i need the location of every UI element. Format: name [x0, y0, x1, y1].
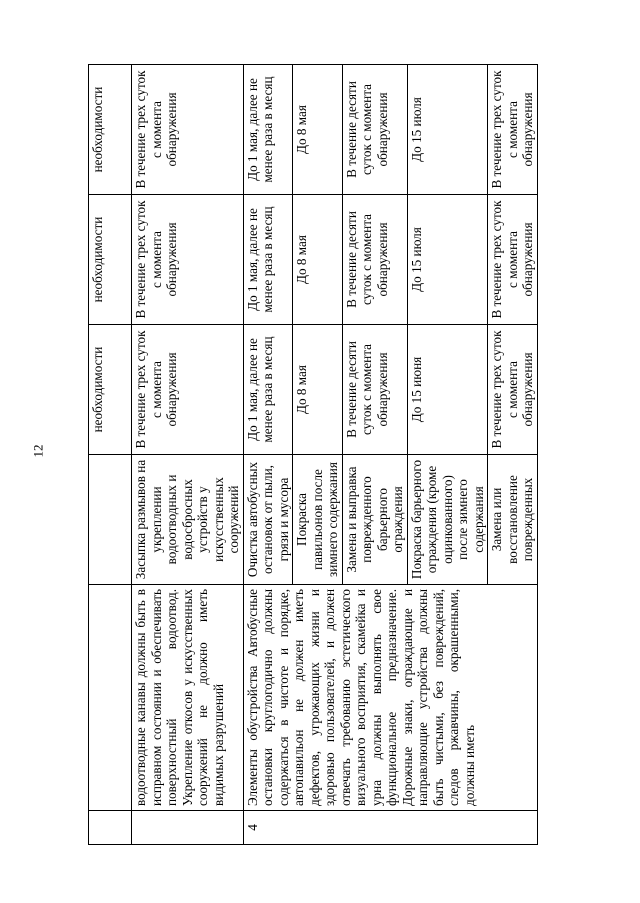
term-cell: В течение трех суток с момента обнаружения — [488, 65, 538, 195]
term-cell: До 8 мая — [293, 65, 343, 195]
term-cell: В течение десяти суток с момента обнаружения — [342, 65, 407, 195]
maintenance-table — [88, 64, 538, 845]
row-number — [132, 811, 244, 845]
term-cell: необходимости — [89, 65, 132, 195]
term-cell: В течение трех суток с момента обнаружения — [132, 325, 244, 455]
term-cell: необходимости — [89, 195, 132, 325]
requirement-cell — [89, 585, 132, 811]
term-cell: В течение трех суток с момента обнаружения — [132, 65, 244, 195]
work-cell: Замена и выправка поврежденного барьерного ограждения — [342, 455, 407, 585]
requirement-cell: Элементы обустройства Автобусные остановки круглогодично должны содержаться в чистоте и порядке, автопавильон не должен иметь дефектов, угрожающих жизни и здоровью пользователей, и должен отвечать требованию эстетического визуального восприятия, скамейка и урна должны выполнять свое функциональное предназначение. Дорожные знаки, ограждающие и направляющие устройства должны быть чистыми, без повреждений, следов ржавчины, окрашенными, должны иметь — [243, 585, 537, 811]
work-cell: Покраска барьерного ограждения (кроме оцинкованного) после зимнего содержания — [407, 455, 488, 585]
table-row — [89, 65, 132, 845]
term-cell: До 8 мая — [293, 325, 343, 455]
work-cell: Покраска павильонов после зимнего содержания — [293, 455, 343, 585]
term-cell: До 15 июля — [407, 195, 488, 325]
work-cell — [89, 455, 132, 585]
work-cell: Очистка автобусных остановок от пыли, грязи и мусора — [243, 455, 293, 585]
term-cell: До 15 июня — [407, 325, 488, 455]
requirement-cell: водоотводные канавы должны быть в исправном состоянии и обеспечивать поверхностный водоотвод. Укрепление откосов у искусственных сооружений не должно иметь видимых разрушений — [132, 585, 244, 811]
term-cell: До 1 мая, далее не менее раза в месяц — [243, 195, 293, 325]
work-cell: Засыпка размывов на укреплении водоотводных и водосбросных устройств у искусственных сооружений — [132, 455, 244, 585]
term-cell: В течение трех суток с момента обнаружения — [132, 195, 244, 325]
work-cell: Замена или восстановление поврежденных — [488, 455, 538, 585]
page-number: 12 — [30, 444, 46, 458]
term-cell: В течение трех суток с момента обнаружения — [488, 195, 538, 325]
rotated-table-area — [88, 65, 588, 845]
table-row — [243, 65, 293, 845]
term-cell: В течение десяти суток с момента обнаружения — [342, 325, 407, 455]
term-cell: До 8 мая — [293, 195, 343, 325]
table-row — [132, 65, 244, 845]
term-cell: До 1 мая, далее не менее раза в месяц — [243, 325, 293, 455]
term-cell: До 15 июля — [407, 65, 488, 195]
term-cell: необходимости — [89, 325, 132, 455]
term-cell: До 1 мая, далее не менее раза в месяц — [243, 65, 293, 195]
term-cell: В течение десяти суток с момента обнаружения — [342, 195, 407, 325]
term-cell: В течение трех суток с момента обнаружения — [488, 325, 538, 455]
row-number — [89, 811, 132, 845]
row-number: 4 — [243, 811, 537, 845]
